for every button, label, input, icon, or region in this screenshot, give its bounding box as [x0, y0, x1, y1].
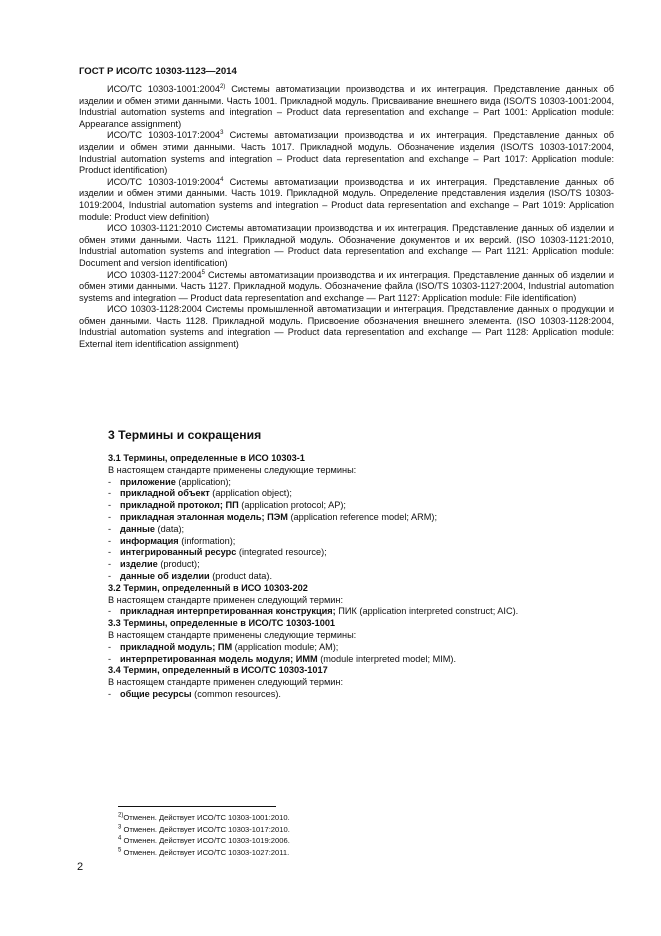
term-english: (common resources). — [191, 688, 281, 699]
term-item — [108, 547, 616, 559]
footnote-text: Отменен. Действует ИСО/ТС 10303-1017:2010. — [121, 824, 290, 834]
page-number: 2 — [77, 861, 84, 873]
term-item — [108, 689, 616, 701]
term-english: (product); — [157, 559, 200, 570]
term: информация — [120, 535, 179, 546]
footnote — [118, 847, 290, 859]
reference-item — [79, 84, 614, 130]
reference-code: ИСО 10303-1121:2010 — [107, 223, 202, 234]
term-item — [108, 606, 616, 618]
dash: - — [108, 488, 112, 499]
term: изделие — [120, 559, 158, 570]
dash: - — [108, 476, 112, 487]
reference-item — [79, 223, 614, 269]
reference-item — [79, 130, 614, 176]
reference-text: Системы промышленной автоматизации и интеграция. Представление данных о продукции и обмен данными. Часть 1128. Прикладной модуль. Присвоение обозначения внешнего элемента. (ISO 10303-1128:2004, Industrial automation systems and integration — Product data representation and exchange — Part 1128: Application module: External item identification assignment) — [79, 304, 614, 350]
dash: - — [108, 500, 112, 511]
term-item — [108, 571, 616, 583]
term-english: (application module; AM); — [232, 641, 339, 652]
reference-text: Системы автоматизации производства и их интеграция. Представление данных об изделии и обмен этими данными. Часть 1019. Прикладной модуль. Определение представления изделия (ISO/TS 10303-1019:2004, Industrial automation systems and integration – Product data representation and exchange – Part 1019: Application module: Product view definition) — [79, 176, 614, 222]
term: прикладной объект — [120, 488, 210, 499]
footnote-marker: 4 — [220, 176, 224, 183]
subsection-heading: 3.2 Термин, определенный в ИСО 10303-202 — [108, 582, 308, 593]
dash: - — [108, 688, 112, 699]
term-item — [108, 524, 616, 536]
dash: - — [108, 547, 112, 558]
term-english: (application protocol; AP); — [238, 500, 346, 511]
reference-code: ИСО 10303-1127:2004 — [107, 269, 202, 280]
footnote-text: Отменен. Действует ИСО/ТС 10303-1001:2010. — [123, 813, 290, 822]
footnote-marker: 2) — [118, 812, 124, 819]
term-item — [108, 488, 616, 500]
footnote-marker: 5 — [118, 847, 122, 854]
reference-item — [79, 304, 614, 350]
footnote-text: Отменен. Действует ИСО/ТС 10303-1019:2006. — [121, 836, 290, 846]
running-header: ГОСТ Р ИСО/ТС 10303-1123—2014 — [79, 66, 237, 77]
reference-code: ИСО/ТС 10303-1019:2004 — [107, 176, 221, 187]
term: прикладной модуль; ПМ — [120, 641, 233, 652]
dash: - — [108, 641, 112, 652]
term-english: (module interpreted model; MIM). — [317, 653, 457, 664]
footnote-marker: 3 — [220, 130, 224, 137]
footnote-marker: 5 — [201, 269, 205, 276]
reference-item — [79, 177, 614, 223]
footnote — [118, 824, 290, 836]
term: данные об изделии — [120, 570, 210, 581]
footnote-marker: 2) — [219, 83, 226, 90]
term-item — [108, 512, 616, 524]
term: общие ресурсы — [120, 688, 192, 699]
term-english: (application reference model; ARM); — [287, 511, 437, 522]
subsection-heading: 3.3 Термины, определенные в ИСО/ТС 10303-1001 — [108, 618, 336, 629]
term-english: (data); — [155, 523, 185, 534]
subsection-intro: В настоящем стандарте применены следующие термины: — [108, 464, 357, 475]
dash: - — [108, 523, 112, 534]
reference-text: Системы автоматизации производства и их интеграция. Представление данных об изделии и обмен этими данными. Часть 1121. Прикладной модуль. Обозначение документов и их версий. (ISO 10303-1121:2010, Industrial automation systems and integration — Product data representation and exchange — Part 1121: Application module: Document and version identification) — [79, 223, 614, 268]
subsection-intro: В настоящем стандарте применен следующий термин: — [108, 594, 344, 605]
reference-item — [79, 270, 614, 305]
term-item — [108, 559, 616, 571]
term-item — [108, 642, 616, 654]
term-english: (product data). — [209, 570, 272, 581]
term: интегрированный ресурс — [120, 547, 237, 558]
term: прикладная эталонная модель; ПЭМ — [120, 511, 288, 522]
term-english: ПИК (application interpreted construct; AIC). — [335, 606, 519, 617]
footnote — [118, 812, 290, 824]
term-item — [108, 654, 616, 666]
footnote — [118, 835, 290, 847]
reference-code: ИСО 10303-1128:2004 — [107, 304, 202, 315]
subsection-heading: 3.1 Термины, определенные в ИСО 10303-1 — [108, 453, 305, 463]
dash: - — [108, 570, 112, 581]
term: приложение — [120, 476, 176, 487]
footnote-separator — [118, 806, 276, 807]
term: прикладная интерпретированная конструкция; — [120, 606, 336, 617]
normative-references — [79, 84, 614, 351]
footnote-marker: 3 — [118, 824, 122, 831]
footnotes — [118, 812, 290, 858]
dash: - — [108, 653, 112, 664]
dash: - — [108, 511, 112, 522]
terms-section — [108, 453, 616, 701]
reference-text: Системы автоматизации производства и их интеграция. Представление данных об изделии и обмен этими данными. Часть 1127. Прикладной модуль. Обозначение файла (ISO/TS 10303-1127:2004, Industrial automation systems and integration — Product data representation and exchange — Part 1127: Application module: File identification) — [79, 269, 614, 303]
term-english: (information); — [178, 535, 236, 546]
dash: - — [108, 535, 112, 546]
term-item — [108, 500, 616, 512]
subsection-intro: В настоящем стандарте применен следующий термин: — [108, 677, 344, 688]
reference-code: ИСО/ТС 10303-1001:2004 — [107, 84, 220, 94]
term-english: (application); — [175, 476, 231, 487]
reference-code: ИСО/ТС 10303-1017:2004 — [107, 130, 221, 141]
reference-text: Системы автоматизации производства и их интеграция. Представление данных об изделии и обмен этими данными. Часть 1017. Прикладной модуль. Обозначение изделия (ISO/TS 10303-1017:2004, Industrial automation systems and integration – Product data representation and exchange – Part 1017: Application module: Product identification) — [79, 130, 614, 176]
dash: - — [108, 559, 112, 570]
subsection-intro: В настоящем стандарте применены следующие термины: — [108, 629, 357, 640]
term-item — [108, 477, 616, 489]
term: интерпретированная модель модуля; ИММ — [120, 653, 318, 664]
reference-text: Системы автоматизации производства и их интеграция. Представление данных об изделии и обмен этими данными. Часть 1001. Прикладной модуль. Присваивание внешнего вида (ISO/TS 10303-1001:2004, Industrial automation systems and integration – Product data representation and exchange – Part 1001: Application module: Appearance assignment) — [79, 84, 614, 129]
term: данные — [120, 523, 155, 534]
term: прикладной протокол; ПП — [120, 500, 239, 511]
footnote-text: Отменен. Действует ИСО/ТС 10303-1027:2011. — [121, 847, 290, 857]
dash: - — [108, 606, 112, 617]
footnote-marker: 4 — [118, 835, 122, 842]
subsection-heading: 3.4 Термин, определенный в ИСО/ТС 10303-1017 — [108, 665, 328, 676]
term-english: (integrated resource); — [236, 547, 327, 558]
term-english: (application object); — [209, 488, 292, 499]
term-item — [108, 536, 616, 548]
section-title: 3 Термины и сокращения — [108, 428, 262, 442]
